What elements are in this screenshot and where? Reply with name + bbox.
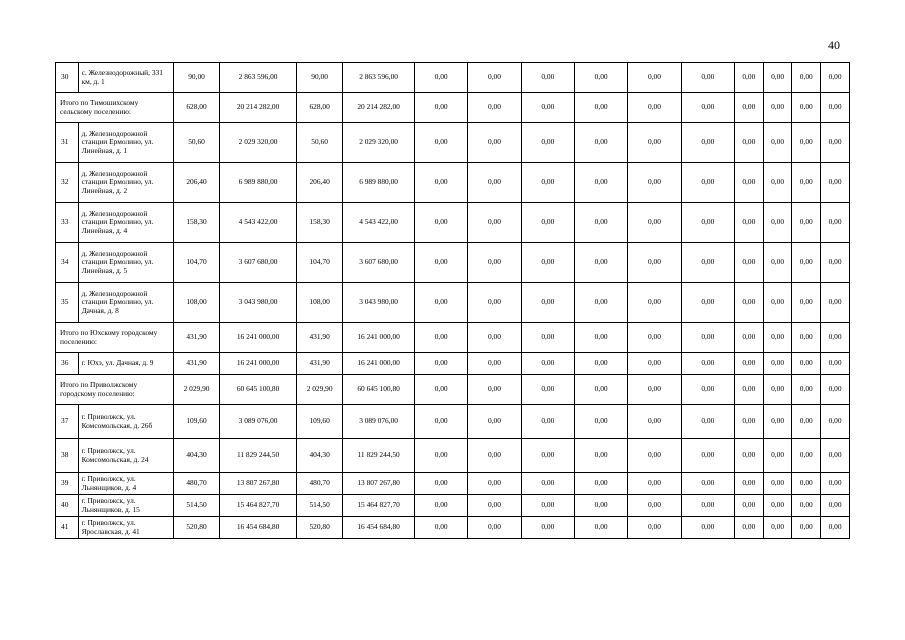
- value-cell: 0,00: [792, 405, 821, 439]
- value-cell: 0,00: [763, 203, 792, 243]
- value-cell: 0,00: [628, 163, 681, 203]
- value-cell: 0,00: [415, 93, 468, 123]
- value-cell: 0,00: [628, 203, 681, 243]
- row-number-cell: 37: [56, 405, 79, 439]
- value-cell: 0,00: [681, 375, 734, 405]
- area-cell: 2 029,90: [173, 375, 219, 405]
- cost-cell: 6 989 880,00: [220, 163, 297, 203]
- value-cell: 0,00: [521, 123, 574, 163]
- value-cell: 0,00: [763, 123, 792, 163]
- cost-cell: 2 863 596,00: [343, 63, 415, 93]
- value-cell: 0,00: [628, 439, 681, 473]
- value-cell: 0,00: [792, 473, 821, 495]
- value-cell: 0,00: [574, 63, 627, 93]
- value-cell: 0,00: [628, 375, 681, 405]
- total-label-cell: Итого по Юхскому городскому поселению:: [56, 323, 174, 353]
- cost-cell: 2 029 320,00: [220, 123, 297, 163]
- value-cell: 0,00: [628, 123, 681, 163]
- area-cell: 404,30: [297, 439, 343, 473]
- value-cell: 0,00: [468, 517, 521, 539]
- value-cell: 0,00: [628, 495, 681, 517]
- value-cell: 0,00: [681, 93, 734, 123]
- value-cell: 0,00: [734, 473, 763, 495]
- table-row: [56, 473, 850, 495]
- table-row: [56, 517, 850, 539]
- area-cell: 158,30: [173, 203, 219, 243]
- cost-cell: 3 607 680,00: [343, 243, 415, 283]
- area-cell: 480,70: [297, 473, 343, 495]
- value-cell: 0,00: [521, 283, 574, 323]
- value-cell: 0,00: [521, 353, 574, 375]
- value-cell: 0,00: [792, 63, 821, 93]
- value-cell: 0,00: [792, 439, 821, 473]
- address-cell: д. Железнодорожной станции Ермолино, ул. Дачная, д. 8: [78, 283, 173, 323]
- value-cell: 0,00: [521, 203, 574, 243]
- value-cell: 0,00: [628, 323, 681, 353]
- value-cell: 0,00: [681, 495, 734, 517]
- value-cell: 0,00: [415, 243, 468, 283]
- table-row: [56, 63, 850, 93]
- area-cell: 480,70: [173, 473, 219, 495]
- address-cell: д. Железнодорожной станции Ермолино, ул. Линейная, д. 1: [78, 123, 173, 163]
- value-cell: 0,00: [792, 93, 821, 123]
- row-number-cell: 33: [56, 203, 79, 243]
- row-number-cell: 40: [56, 495, 79, 517]
- value-cell: 0,00: [468, 439, 521, 473]
- cost-cell: 60 645 100,80: [220, 375, 297, 405]
- table-row: [56, 163, 850, 203]
- value-cell: 0,00: [681, 63, 734, 93]
- value-cell: 0,00: [792, 495, 821, 517]
- value-cell: 0,00: [468, 283, 521, 323]
- address-cell: д. Железнодорожной станции Ермолино, ул. Линейная, д. 2: [78, 163, 173, 203]
- value-cell: 0,00: [763, 495, 792, 517]
- value-cell: 0,00: [792, 517, 821, 539]
- value-cell: 0,00: [415, 203, 468, 243]
- value-cell: 0,00: [468, 163, 521, 203]
- value-cell: 0,00: [574, 495, 627, 517]
- value-cell: 0,00: [792, 123, 821, 163]
- value-cell: 0,00: [821, 243, 850, 283]
- address-cell: с. Железнодорожный, 331 км, д. 1: [78, 63, 173, 93]
- cost-cell: 16 454 684,80: [220, 517, 297, 539]
- cost-cell: 2 863 596,00: [220, 63, 297, 93]
- address-cell: г. Приволжск, ул. Комсомольская, д. 24: [78, 439, 173, 473]
- value-cell: 0,00: [681, 353, 734, 375]
- value-cell: 0,00: [415, 283, 468, 323]
- cost-cell: 16 241 000,00: [343, 323, 415, 353]
- value-cell: 0,00: [763, 473, 792, 495]
- value-cell: 0,00: [734, 517, 763, 539]
- value-cell: 0,00: [574, 243, 627, 283]
- value-cell: 0,00: [574, 353, 627, 375]
- value-cell: 0,00: [468, 93, 521, 123]
- area-cell: 514,50: [297, 495, 343, 517]
- value-cell: 0,00: [763, 63, 792, 93]
- value-cell: 0,00: [415, 473, 468, 495]
- value-cell: 0,00: [681, 243, 734, 283]
- value-cell: 0,00: [792, 323, 821, 353]
- value-cell: 0,00: [681, 517, 734, 539]
- value-cell: 0,00: [734, 63, 763, 93]
- area-cell: 50,60: [173, 123, 219, 163]
- value-cell: 0,00: [521, 163, 574, 203]
- cost-cell: 4 543 422,00: [220, 203, 297, 243]
- value-cell: 0,00: [792, 283, 821, 323]
- address-cell: д. Железнодорожной станции Ермолино, ул. Линейная, д. 4: [78, 203, 173, 243]
- value-cell: 0,00: [821, 375, 850, 405]
- row-number-cell: 39: [56, 473, 79, 495]
- table-row: [56, 439, 850, 473]
- value-cell: 0,00: [734, 283, 763, 323]
- value-cell: 0,00: [821, 473, 850, 495]
- value-cell: 0,00: [521, 63, 574, 93]
- cost-cell: 13 807 267,80: [220, 473, 297, 495]
- cost-cell: 3 089 076,00: [343, 405, 415, 439]
- value-cell: 0,00: [415, 439, 468, 473]
- area-cell: 90,00: [173, 63, 219, 93]
- value-cell: 0,00: [821, 495, 850, 517]
- row-number-cell: 31: [56, 123, 79, 163]
- cost-cell: 13 807 267,80: [343, 473, 415, 495]
- value-cell: 0,00: [415, 353, 468, 375]
- value-cell: 0,00: [821, 203, 850, 243]
- value-cell: 0,00: [734, 375, 763, 405]
- cost-cell: 6 989 880,00: [343, 163, 415, 203]
- area-cell: 628,00: [297, 93, 343, 123]
- value-cell: 0,00: [521, 93, 574, 123]
- value-cell: 0,00: [468, 405, 521, 439]
- value-cell: 0,00: [628, 93, 681, 123]
- value-cell: 0,00: [734, 439, 763, 473]
- value-cell: 0,00: [415, 375, 468, 405]
- value-cell: 0,00: [821, 163, 850, 203]
- value-cell: 0,00: [763, 323, 792, 353]
- area-cell: 520,80: [173, 517, 219, 539]
- value-cell: 0,00: [821, 93, 850, 123]
- value-cell: 0,00: [821, 439, 850, 473]
- value-cell: 0,00: [415, 123, 468, 163]
- total-label-cell: Итого по Приволжскому городскому поселению:: [56, 375, 174, 405]
- value-cell: 0,00: [415, 495, 468, 517]
- value-cell: 0,00: [763, 439, 792, 473]
- value-cell: 0,00: [792, 203, 821, 243]
- value-cell: 0,00: [628, 353, 681, 375]
- value-cell: 0,00: [681, 203, 734, 243]
- value-cell: 0,00: [681, 439, 734, 473]
- value-cell: 0,00: [734, 93, 763, 123]
- value-cell: 0,00: [681, 405, 734, 439]
- cost-cell: 3 043 980,00: [343, 283, 415, 323]
- address-cell: г. Приволжск, ул. Льнянщиков, д. 4: [78, 473, 173, 495]
- value-cell: 0,00: [734, 243, 763, 283]
- value-cell: 0,00: [763, 93, 792, 123]
- area-cell: 628,00: [173, 93, 219, 123]
- value-cell: 0,00: [734, 495, 763, 517]
- area-cell: 431,90: [297, 353, 343, 375]
- value-cell: 0,00: [468, 203, 521, 243]
- table-row: [56, 123, 850, 163]
- row-number-cell: 30: [56, 63, 79, 93]
- value-cell: 0,00: [574, 517, 627, 539]
- row-number-cell: 32: [56, 163, 79, 203]
- page-number: 40: [828, 38, 840, 52]
- value-cell: 0,00: [574, 323, 627, 353]
- value-cell: 0,00: [468, 323, 521, 353]
- value-cell: 0,00: [792, 353, 821, 375]
- value-cell: 0,00: [628, 243, 681, 283]
- area-cell: 206,40: [297, 163, 343, 203]
- value-cell: 0,00: [415, 405, 468, 439]
- area-cell: 404,30: [173, 439, 219, 473]
- value-cell: 0,00: [521, 405, 574, 439]
- cost-cell: 11 829 244,50: [220, 439, 297, 473]
- total-row: [56, 375, 850, 405]
- value-cell: 0,00: [468, 353, 521, 375]
- row-number-cell: 36: [56, 353, 79, 375]
- value-cell: 0,00: [574, 473, 627, 495]
- cost-cell: 15 464 827,70: [343, 495, 415, 517]
- value-cell: 0,00: [792, 163, 821, 203]
- value-cell: 0,00: [468, 495, 521, 517]
- table-row: [56, 353, 850, 375]
- value-cell: 0,00: [415, 163, 468, 203]
- value-cell: 0,00: [763, 283, 792, 323]
- table-row: [56, 495, 850, 517]
- value-cell: 0,00: [763, 243, 792, 283]
- value-cell: 0,00: [468, 123, 521, 163]
- value-cell: 0,00: [681, 473, 734, 495]
- total-label-cell: Итого по Тимошихскому сельскому поселению:: [56, 93, 174, 123]
- area-cell: 104,70: [173, 243, 219, 283]
- value-cell: 0,00: [521, 323, 574, 353]
- cost-cell: 15 464 827,70: [220, 495, 297, 517]
- value-cell: 0,00: [734, 323, 763, 353]
- value-cell: 0,00: [681, 163, 734, 203]
- value-cell: 0,00: [574, 405, 627, 439]
- value-cell: 0,00: [763, 405, 792, 439]
- address-cell: г. Приволжск, ул. Ярославская, д. 41: [78, 517, 173, 539]
- value-cell: 0,00: [468, 243, 521, 283]
- area-cell: 431,90: [173, 323, 219, 353]
- address-cell: г. Приволжск, ул. Льнянщиков, д. 15: [78, 495, 173, 517]
- value-cell: 0,00: [574, 439, 627, 473]
- cost-cell: 2 029 320,00: [343, 123, 415, 163]
- cost-cell: 20 214 282,00: [343, 93, 415, 123]
- value-cell: 0,00: [821, 353, 850, 375]
- value-cell: 0,00: [792, 375, 821, 405]
- housing-table: [55, 62, 850, 539]
- address-cell: г. Приволжск, ул. Комсомольская, д. 26б: [78, 405, 173, 439]
- value-cell: 0,00: [821, 517, 850, 539]
- value-cell: 0,00: [681, 283, 734, 323]
- value-cell: 0,00: [574, 375, 627, 405]
- value-cell: 0,00: [628, 405, 681, 439]
- cost-cell: 16 241 000,00: [220, 353, 297, 375]
- value-cell: 0,00: [821, 123, 850, 163]
- address-cell: д. Железнодорожной станции Ермолино, ул. Линейная, д. 5: [78, 243, 173, 283]
- area-cell: 109,60: [297, 405, 343, 439]
- value-cell: 0,00: [415, 517, 468, 539]
- value-cell: 0,00: [734, 123, 763, 163]
- area-cell: 431,90: [297, 323, 343, 353]
- value-cell: 0,00: [521, 517, 574, 539]
- value-cell: 0,00: [574, 163, 627, 203]
- value-cell: 0,00: [415, 323, 468, 353]
- value-cell: 0,00: [521, 495, 574, 517]
- area-cell: 108,00: [297, 283, 343, 323]
- area-cell: 2 029,90: [297, 375, 343, 405]
- value-cell: 0,00: [734, 405, 763, 439]
- value-cell: 0,00: [468, 375, 521, 405]
- table-row: [56, 405, 850, 439]
- value-cell: 0,00: [763, 163, 792, 203]
- value-cell: 0,00: [763, 517, 792, 539]
- area-cell: 90,00: [297, 63, 343, 93]
- value-cell: 0,00: [734, 353, 763, 375]
- value-cell: 0,00: [521, 439, 574, 473]
- area-cell: 50,60: [297, 123, 343, 163]
- value-cell: 0,00: [521, 375, 574, 405]
- cost-cell: 16 241 000,00: [220, 323, 297, 353]
- value-cell: 0,00: [763, 375, 792, 405]
- value-cell: 0,00: [734, 203, 763, 243]
- area-cell: 431,90: [173, 353, 219, 375]
- cost-cell: 3 043 980,00: [220, 283, 297, 323]
- value-cell: 0,00: [574, 283, 627, 323]
- value-cell: 0,00: [734, 163, 763, 203]
- value-cell: 0,00: [681, 123, 734, 163]
- row-number-cell: 35: [56, 283, 79, 323]
- table-row: [56, 203, 850, 243]
- area-cell: 520,80: [297, 517, 343, 539]
- value-cell: 0,00: [628, 473, 681, 495]
- area-cell: 514,50: [173, 495, 219, 517]
- value-cell: 0,00: [792, 243, 821, 283]
- value-cell: 0,00: [763, 353, 792, 375]
- cost-cell: 11 829 244,50: [343, 439, 415, 473]
- value-cell: 0,00: [821, 283, 850, 323]
- area-cell: 206,40: [173, 163, 219, 203]
- value-cell: 0,00: [521, 473, 574, 495]
- area-cell: 158,30: [297, 203, 343, 243]
- value-cell: 0,00: [574, 203, 627, 243]
- cost-cell: 4 543 422,00: [343, 203, 415, 243]
- area-cell: 108,00: [173, 283, 219, 323]
- cost-cell: 20 214 282,00: [220, 93, 297, 123]
- value-cell: 0,00: [628, 283, 681, 323]
- value-cell: 0,00: [821, 63, 850, 93]
- cost-cell: 60 645 100,80: [343, 375, 415, 405]
- area-cell: 104,70: [297, 243, 343, 283]
- value-cell: 0,00: [468, 63, 521, 93]
- total-row: [56, 323, 850, 353]
- table-row: [56, 243, 850, 283]
- value-cell: 0,00: [628, 63, 681, 93]
- row-number-cell: 34: [56, 243, 79, 283]
- cost-cell: 3 607 680,00: [220, 243, 297, 283]
- row-number-cell: 38: [56, 439, 79, 473]
- table-row: [56, 283, 850, 323]
- value-cell: 0,00: [821, 323, 850, 353]
- area-cell: 109,60: [173, 405, 219, 439]
- address-cell: г. Юхэ, ул. Дачная, д. 9: [78, 353, 173, 375]
- value-cell: 0,00: [574, 93, 627, 123]
- value-cell: 0,00: [415, 63, 468, 93]
- cost-cell: 3 089 076,00: [220, 405, 297, 439]
- value-cell: 0,00: [821, 405, 850, 439]
- total-row: [56, 93, 850, 123]
- value-cell: 0,00: [521, 243, 574, 283]
- row-number-cell: 41: [56, 517, 79, 539]
- cost-cell: 16 241 000,00: [343, 353, 415, 375]
- cost-cell: 16 454 684,80: [343, 517, 415, 539]
- value-cell: 0,00: [681, 323, 734, 353]
- value-cell: 0,00: [468, 473, 521, 495]
- value-cell: 0,00: [628, 517, 681, 539]
- value-cell: 0,00: [574, 123, 627, 163]
